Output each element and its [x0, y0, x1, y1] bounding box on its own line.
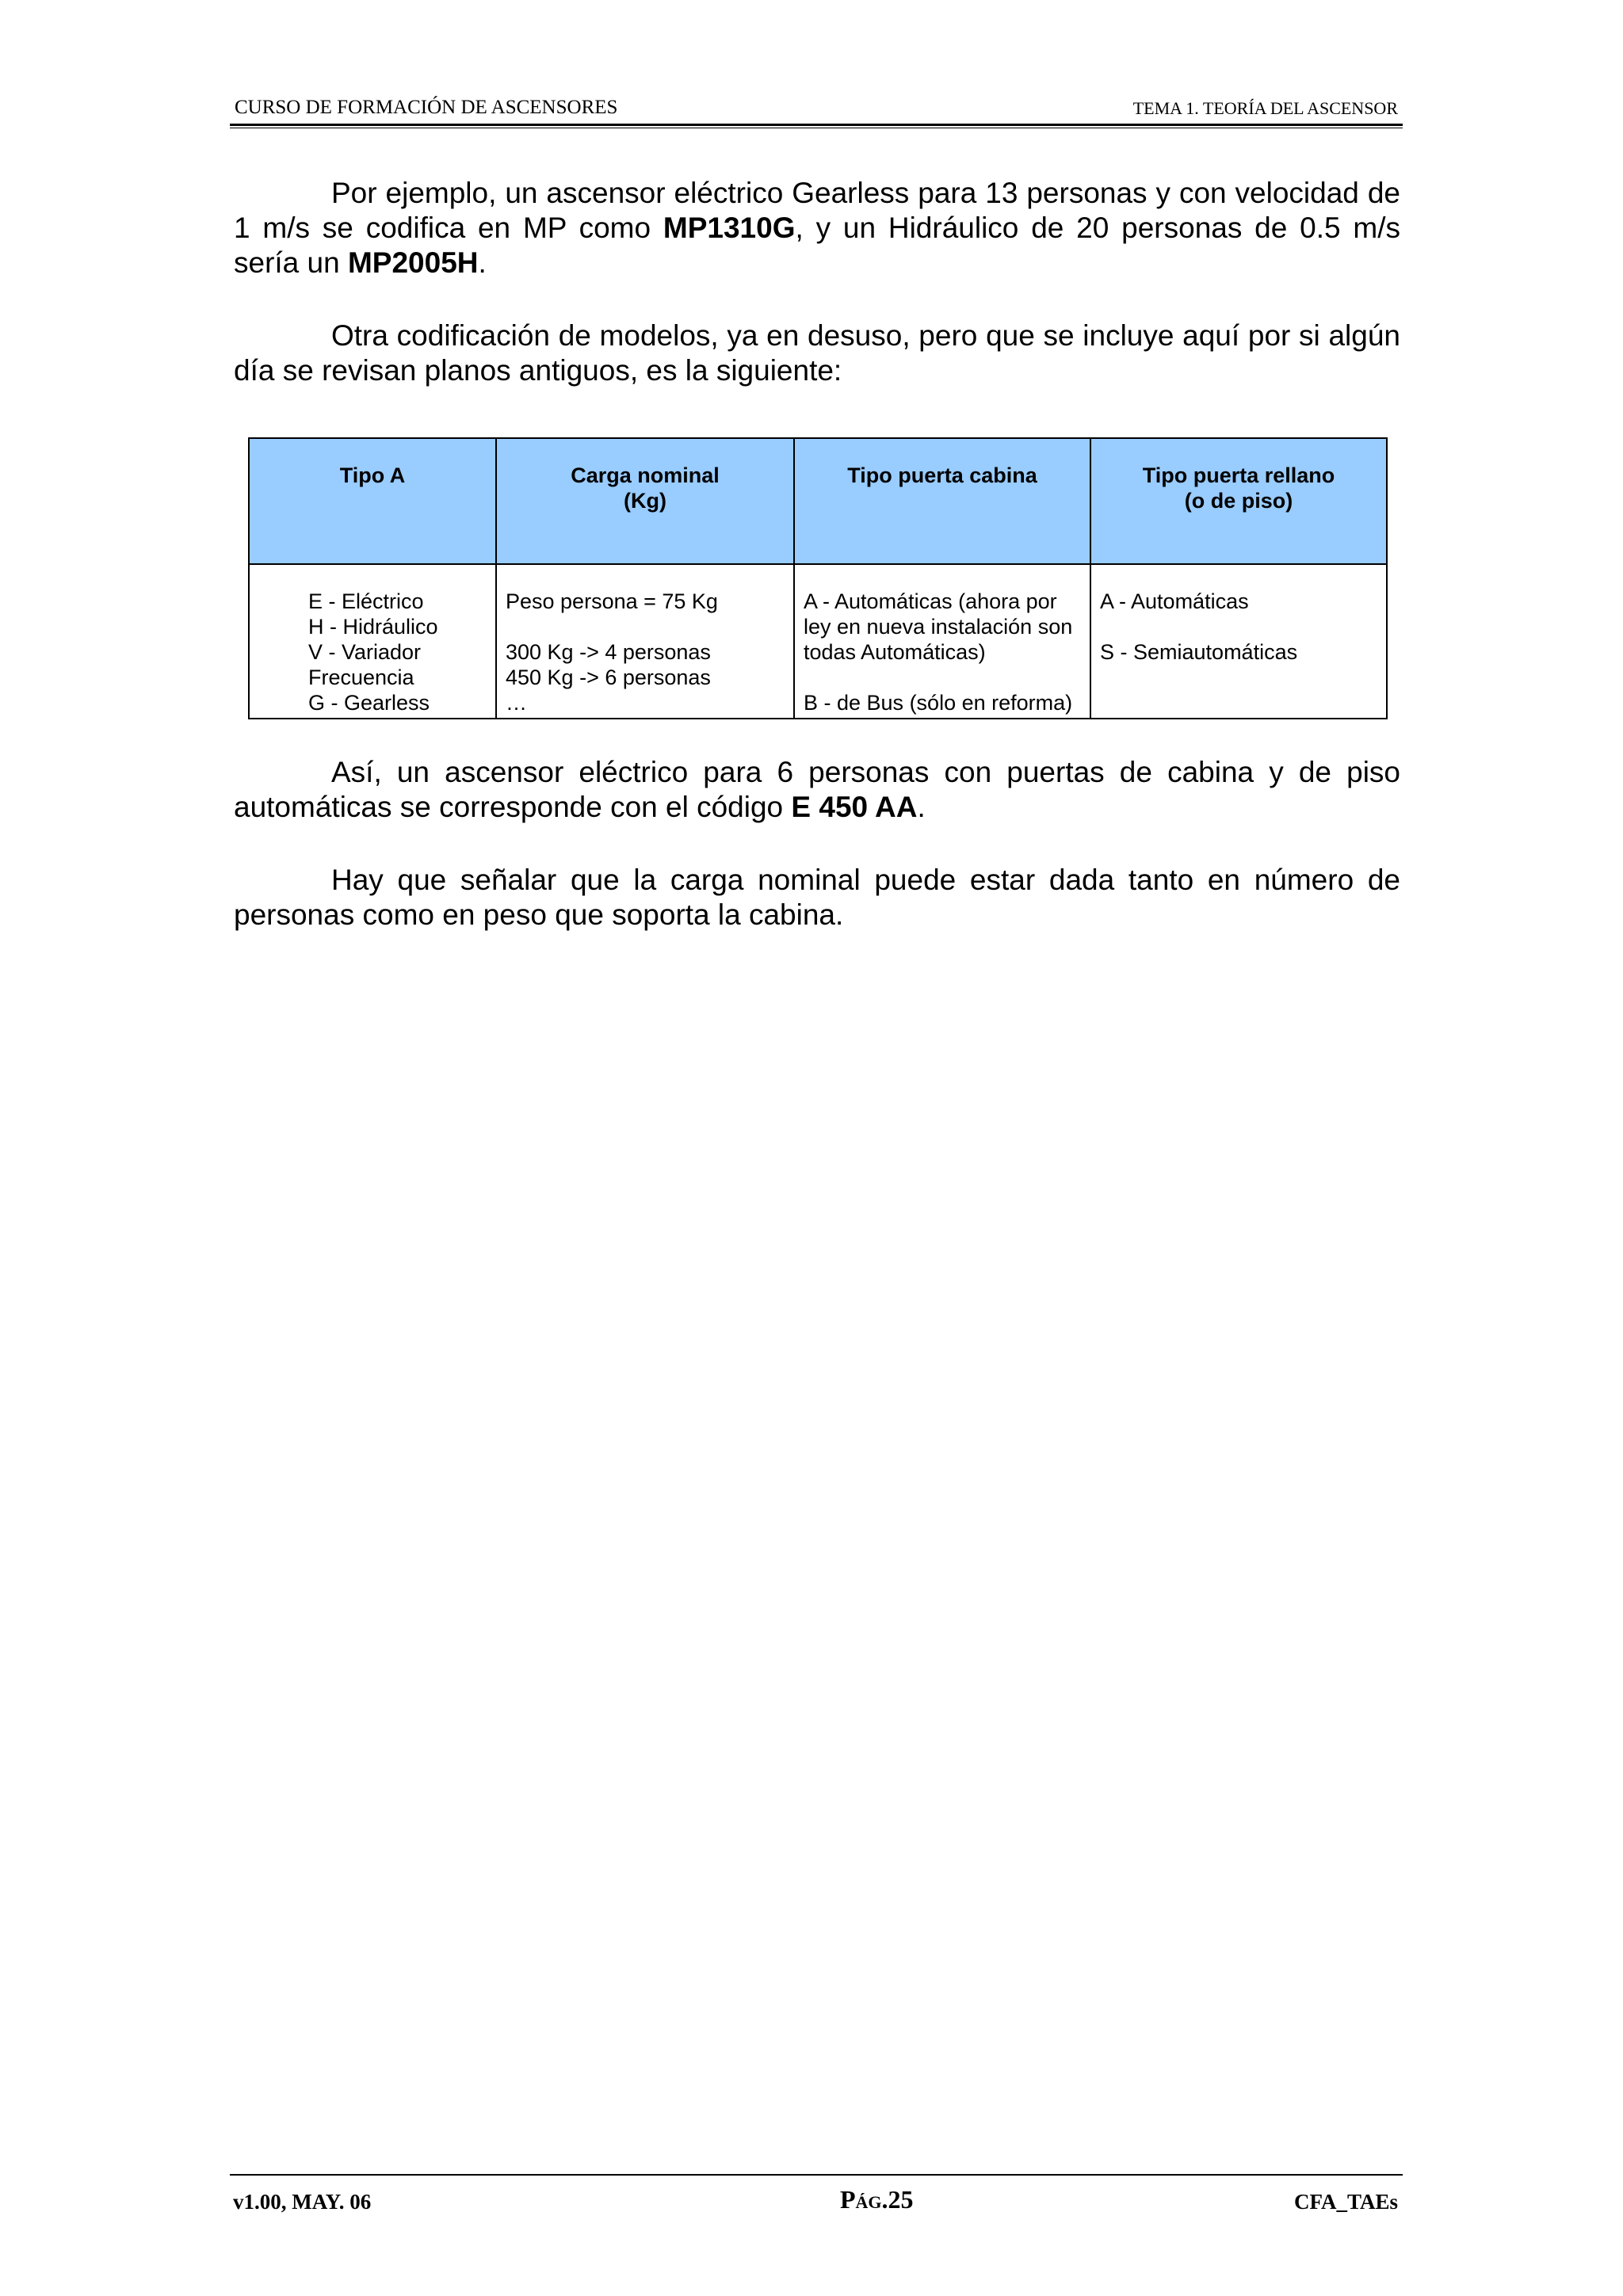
cell-line: ley en nueva instalación son: [804, 615, 1073, 639]
cell-line: 300 Kg -> 4 personas: [506, 640, 711, 664]
page-header: [230, 93, 1403, 126]
cell-line: todas Automáticas): [804, 640, 986, 664]
cell-line: Peso persona = 75 Kg: [506, 589, 718, 613]
paragraph-text: Así, un ascensor eléctrico para 6 personas con puertas de cabina y de piso automáticas se corresponde con el código: [234, 756, 1400, 823]
paragraph-text: .: [917, 791, 926, 823]
header-line: Tipo A: [339, 463, 406, 487]
header-puerta-cabina: [794, 438, 1090, 564]
header-line: Carga nominal: [571, 463, 720, 487]
coding-table: [248, 437, 1388, 719]
code-mp2005h: MP2005H: [347, 246, 479, 279]
page-footer: [230, 2185, 1403, 2217]
cell-line: A - Automáticas: [1100, 589, 1249, 613]
header-carga-nominal: [496, 438, 794, 564]
code-mp1310g: MP1310G: [663, 212, 796, 244]
header-line: Tipo puerta rellano: [1142, 463, 1335, 487]
cell-puerta-rellano: [1090, 564, 1387, 719]
table-row: [249, 564, 1387, 719]
cell-line: 450 Kg -> 6 personas: [506, 666, 711, 689]
cell-puerta-cabina: [794, 564, 1090, 719]
footer-page-number: Pág.25: [840, 2185, 914, 2214]
paragraph-text: .: [478, 246, 487, 279]
cell-line: G - Gearless: [308, 691, 430, 715]
cell-line: S - Semiautomáticas: [1100, 640, 1298, 664]
cell-line: B - de Bus (sólo en reforma): [804, 691, 1073, 715]
cell-line: E - Eléctrico: [308, 589, 424, 613]
paragraph-example-e450aa: [234, 755, 1400, 825]
cell-line: Frecuencia: [308, 666, 414, 689]
cell-line: …: [506, 691, 527, 715]
header-tipo-a: [249, 438, 496, 564]
paragraph-example-codes: [234, 176, 1400, 280]
code-e450aa: E 450 AA: [791, 791, 918, 823]
header-chapter-title: TEMA 1. TEORÍA DEL ASCENSOR: [1132, 98, 1398, 118]
cell-line: H - Hidráulico: [308, 615, 438, 639]
header-line: (Kg): [624, 489, 666, 513]
cell-line: A - Automáticas (ahora por: [804, 589, 1057, 613]
paragraph-text: , y un Hidráulico de 20 personas de 0.5 m/s sería un: [234, 212, 1400, 279]
footer-doc-code: CFA_TAEs: [1293, 2190, 1398, 2214]
footer-version: v1.00, MAY. 06: [233, 2190, 372, 2214]
paragraph-nominal-load-note: Hay que señalar que la carga nominal puede estar dada tanto en número de personas como en peso que soporta la cabina.: [234, 864, 1400, 931]
cell-carga-nominal: [496, 564, 794, 719]
table-header-row: [249, 438, 1387, 564]
header-puerta-rellano: [1090, 438, 1387, 564]
cell-tipo-a: [249, 564, 496, 719]
cell-line: V - Variador: [308, 640, 422, 664]
paragraph-old-coding: Otra codificación de modelos, ya en desuso, pero que se incluye aquí por si algún día se revisan planos antiguos, es la siguiente:: [234, 319, 1400, 387]
header-line: Tipo puerta cabina: [847, 463, 1037, 487]
header-course-title: CURSO DE FORMACIÓN DE ASCENSORES: [235, 97, 618, 118]
footer-divider: [230, 2174, 1403, 2176]
header-line: (o de piso): [1184, 489, 1293, 513]
paragraph-text: Por ejemplo, un ascensor eléctrico Gearless para 13 personas y con velocidad de 1 m/s se codifica en MP como: [234, 177, 1400, 244]
